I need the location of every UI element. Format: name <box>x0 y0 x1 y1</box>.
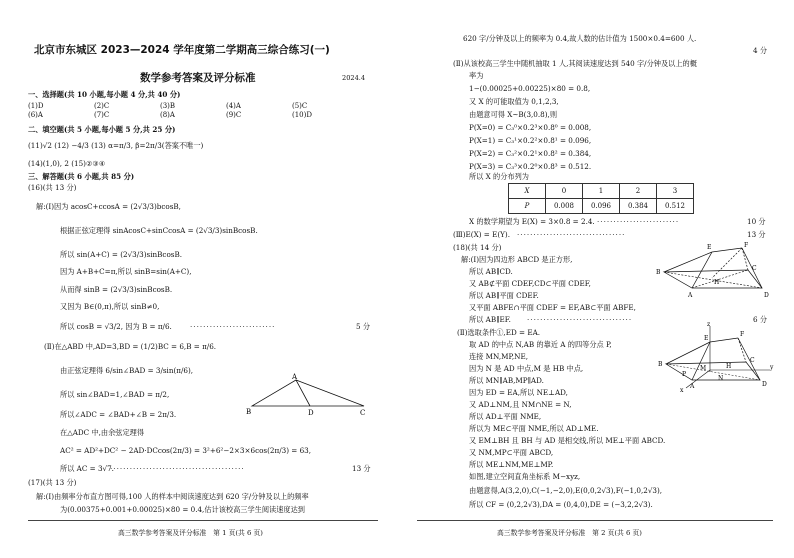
svg-text:D: D <box>764 292 769 299</box>
q16-line: 所以 cosB = √3/2, 因为 B = π/6. <box>60 322 172 331</box>
score-10: 10 分 <box>747 217 766 226</box>
svg-text:B: B <box>658 361 663 368</box>
q17-line: 解:(Ⅰ)由频率分布直方图可得,100 人的样本中阅读速度达到 620 字/分钟及以上的频率 <box>36 492 309 501</box>
svg-text:F: F <box>740 331 745 338</box>
solid-figure-1 <box>652 240 777 302</box>
svg-text:A: A <box>688 292 693 299</box>
q17-cont-line: 620 字/分钟及以上的频率为 0.4,故人数的估计值为 1500×0.4=600 人. <box>463 34 697 43</box>
q18-line: 又 EM⊥BH 且 BH 与 AD 是相交线,所以 ME⊥平面 ABCD. <box>469 436 666 445</box>
q17b-line: P(X=1) = C₃¹×0.2²×0.8¹ = 0.096, <box>469 136 592 145</box>
section-1-heading: 一、选择题(共 10 小题,每小题 4 分,共 40 分) <box>28 90 181 99</box>
q17c-line: (Ⅲ)E(X) = E(Y). <box>453 230 510 239</box>
page-footer: 高三数学参考答案及评分标准 第 2 页(共 6 页) <box>497 529 642 537</box>
svg-text:F: F <box>744 242 749 249</box>
q17b-line: P(X=2) = C₃²×0.2¹×0.8² = 0.384, <box>469 149 592 158</box>
q18-line: 所以 ME⊥NM,ME⊥MP. <box>469 460 554 469</box>
section-3-heading: 三、解答题(共 6 小题,共 85 分) <box>28 172 135 181</box>
q16-line: 所以 sin∠BAD=1,∠BAD = π/2, <box>60 390 170 399</box>
table-row: X 0 1 2 3 <box>509 184 694 199</box>
svg-text:C: C <box>752 265 757 272</box>
q18-line: 解:(Ⅰ)因为四边形 ABCD 是正方形, <box>461 255 573 264</box>
table-row: P 0.008 0.096 0.384 0.512 <box>509 199 694 214</box>
q18-line: 取 AD 的中点 N,AB 的靠近 A 的四等分点 P, <box>469 340 612 349</box>
q18-line: 又 NM,MP⊂平面 ABCD, <box>469 448 554 457</box>
triangle-figure <box>240 372 370 418</box>
svg-text:y: y <box>770 364 774 371</box>
svg-text:H: H <box>726 363 732 370</box>
q18-line: 又平面 ABFE∩平面 CDEF = EF,AB⊂平面 ABFE, <box>469 303 636 312</box>
svg-text:C: C <box>750 357 755 364</box>
q16-line: AC² = AD²+DC² − 2AD·DCcos(2π/3) = 3²+6²−2×3×6cos(2π/3) = 63, <box>60 446 312 455</box>
q18-line: 所以 AB∥EF. <box>469 315 511 324</box>
q18-line: 所以 MN∥AB,MP∥AD. <box>469 376 544 385</box>
dot-leader: ························· <box>597 217 680 226</box>
point-label: D <box>308 409 314 417</box>
exam-title: 北京市东城区 2023—2024 学年度第二学期高三综合练习(一) <box>34 44 330 56</box>
q18-line: 由题意得,A(3,2,0),C(−1,−2,0),E(0,0,2√3),F(−1,0,2√3), <box>469 486 663 495</box>
svg-text:P: P <box>682 371 687 378</box>
q17b-line: 又 X 的可能取值为 0,1,2,3, <box>469 97 559 106</box>
score-4: 4 分 <box>753 46 768 55</box>
svg-text:x: x <box>680 387 684 394</box>
q18-line: 所以 AB∥CD. <box>469 267 513 276</box>
dot-leader: ·························· <box>190 322 276 331</box>
q17b-line: 由题意可得 X~B(3,0.8),则 <box>469 110 558 119</box>
q17b-line: (Ⅱ)从该校高三学生中随机抽取 1 人,其阅读速度达到 540 字/分钟及以上的概 <box>453 59 697 68</box>
q16-line: 所以 AC = 3√7. <box>60 464 114 473</box>
q16-line: 所以∠ADC = ∠BAD+∠B = 2π/3. <box>60 410 177 419</box>
q16-heading: (16)(共 13 分) <box>28 183 77 192</box>
q17b-line: P(X=0) = C₃⁰×0.2³×0.8⁰ = 0.008, <box>469 123 592 132</box>
q18-line: 又 AD⊥NM,且 NM∩NE = N, <box>469 400 572 409</box>
q18-line: 所以 AD⊥平面 NME, <box>469 412 542 421</box>
dot-leader: ········································· <box>110 464 245 473</box>
dot-leader: ································· <box>517 230 626 239</box>
q16-line: 又因为 B∈(0,π),所以 sinB≠0, <box>60 302 160 311</box>
q17b-line: 所以 X 的分布列为 <box>469 172 529 181</box>
solid-figure-2 <box>652 322 777 394</box>
q17b-line: 率为 <box>469 71 484 80</box>
section-2-heading: 二、填空题(共 5 小题,每小题 5 分,共 25 分) <box>28 125 176 134</box>
footer-divider <box>28 520 378 521</box>
svg-text:E: E <box>704 335 709 342</box>
choice-answers: (1)D (2)C (3)B (4)A (5)C (6)A (7)C (8)A (9)C (10)D <box>28 101 312 119</box>
score-5: 5 分 <box>356 322 371 331</box>
q16-line: (Ⅱ)在△ABD 中,AD=3,BD = (1/2)BC = 6,B = π/6. <box>44 342 217 351</box>
q16-line: 从而得 sinB = (2√3/3)sinBcosB. <box>60 285 173 294</box>
point-label: A <box>292 373 298 381</box>
q17-line: 为(0.00375+0.001+0.00025)×80 = 0.4,估计该校高三学生阅读速度达到 <box>60 505 305 514</box>
q16-line: 解:(Ⅰ)因为 acosC+ccosA = (2√3/3)bcosB, <box>36 202 181 211</box>
q18-heading: (18)(共 14 分) <box>453 243 502 252</box>
svg-text:A: A <box>690 383 695 390</box>
q16-line: 根据正弦定理得 sinAcosC+sinCcosA = (2√3/3)sinBcosB. <box>60 226 258 235</box>
svg-text:N: N <box>718 375 724 382</box>
svg-text:H: H <box>714 279 720 286</box>
score-13: 13 分 <box>352 464 371 473</box>
page-footer: 高三数学参考答案及评分标准 第 1 页(共 6 页) <box>118 529 263 537</box>
q16-line: 所以 sin(A+C) = (2√3/3)sinBcosB. <box>60 250 183 259</box>
answer-title: 数学参考答案及评分标准 <box>140 72 256 84</box>
q18-line: 所以 AB∥平面 CDEF. <box>469 291 539 300</box>
footer-divider <box>417 520 773 521</box>
fill-answers-2: (14)(1,0), 2 (15)②③④ <box>28 159 106 168</box>
q16-line: 因为 A+B+C=π,所以 sinB=sin(A+C), <box>60 267 192 276</box>
point-label: B <box>246 408 252 416</box>
fill-answers-1: (11)√2 (12) −4/3 (13) α=π/3, β=2π/3(答案不唯一) <box>28 141 204 150</box>
q18-line: 如图,建立空间直角坐标系 M−xyz, <box>469 472 581 481</box>
svg-text:M: M <box>700 365 707 372</box>
dot-leader: ································ <box>527 315 633 324</box>
svg-text:D: D <box>762 381 767 388</box>
q17b-line: 1−(0.00025+0.00225)×80 = 0.8, <box>469 84 591 93</box>
q18-line: 所以为 ME⊂平面 NME,所以 AD⊥ME. <box>469 424 599 433</box>
score-6: 6 分 <box>753 315 768 324</box>
point-label: C <box>360 409 366 417</box>
q17b-line: P(X=3) = C₃³×0.2⁰×0.8³ = 0.512. <box>469 162 592 171</box>
q17-heading: (17)(共 13 分) <box>28 478 77 487</box>
q16-line: 由正弦定理得 6/sin∠BAD = 3/sin(π/6), <box>60 366 194 375</box>
q18-line: 因为 ED = EA,所以 NE⊥AD, <box>469 388 568 397</box>
svg-text:E: E <box>707 244 712 251</box>
q16-line: 在△ADC 中,由余弦定理得 <box>60 428 145 437</box>
q18-line: 又 AB⊄平面 CDEF,CD⊂平面 CDEF, <box>469 279 591 288</box>
score-13b: 13 分 <box>747 230 766 239</box>
expectation-line: X 的数学期望为 E(X) = 3×0.8 = 2.4. <box>469 217 595 226</box>
q18-line: (Ⅱ)选取条件①,ED = EA. <box>457 328 541 337</box>
distribution-table <box>508 183 694 214</box>
date: 2024.4 <box>342 74 366 82</box>
q18-line: 连接 MN,MP,NE, <box>469 352 528 361</box>
svg-text:B: B <box>656 269 661 276</box>
right-page <box>397 0 794 558</box>
q18-line: 因为 N 是 AD 中点,M 是 HB 中点, <box>469 364 584 373</box>
svg-text:z: z <box>707 322 711 328</box>
q18-line: 所以 CF = (0,2,2√3),DA = (0,4,0),DE = (−3,2,2√3). <box>469 500 653 509</box>
